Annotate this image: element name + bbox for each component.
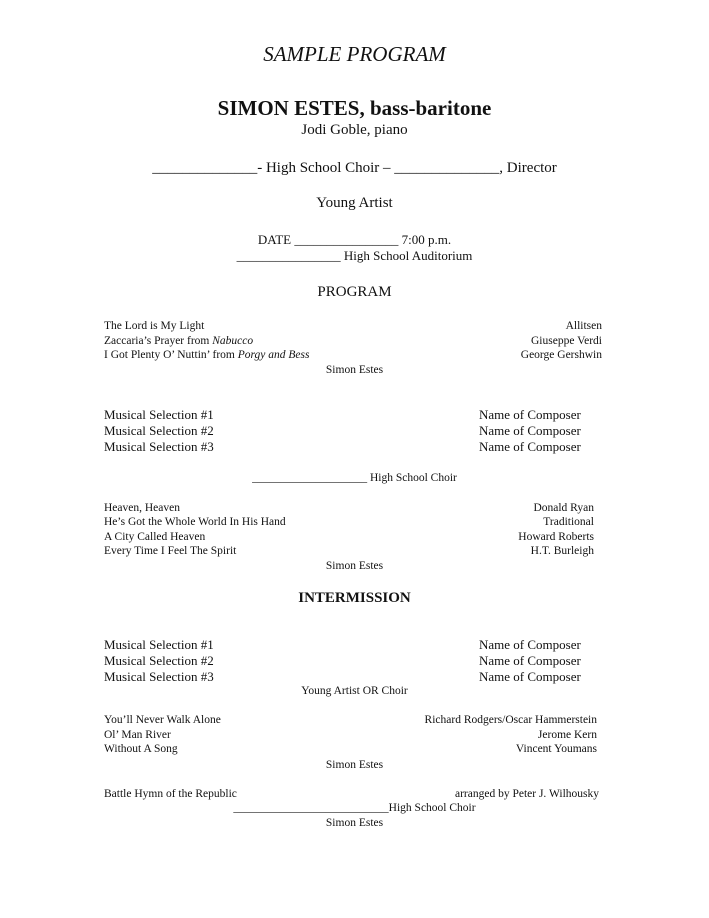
section4-item-composer: Name of Composer xyxy=(479,637,581,652)
section5-item-title: Ol’ Man River xyxy=(104,729,171,741)
section1-performer: Simon Estes xyxy=(325,364,384,376)
section3-item-composer: Howard Roberts xyxy=(518,531,594,543)
performer-name: SIMON ESTES, bass-baritone xyxy=(217,96,492,120)
section5-item-composer: Richard Rodgers/Oscar Hammerstein xyxy=(424,714,597,726)
section3-item-title: Heaven, Heaven xyxy=(104,502,180,514)
section2-item-title: Musical Selection #1 xyxy=(104,407,214,422)
section1-item-title: I Got Plenty O’ Nuttin’ from Porgy and Bess xyxy=(104,349,310,361)
finale-choir-line: ___________________________High School Choir xyxy=(233,802,476,814)
section2-item-composer: Name of Composer xyxy=(479,407,581,422)
section5-item-title: You’ll Never Walk Alone xyxy=(104,714,221,726)
program-title: SAMPLE PROGRAM xyxy=(263,42,446,66)
program-heading: PROGRAM xyxy=(317,284,392,300)
section3-item-title: He’s Got the Whole World In His Hand xyxy=(104,516,286,528)
section2-item-title: Musical Selection #3 xyxy=(104,439,214,454)
section3-item-composer: Traditional xyxy=(543,516,594,528)
date-line: DATE ________________ 7:00 p.m. xyxy=(257,232,452,247)
choir-director-line: ______________- High School Choir – ______________, Director xyxy=(152,160,557,176)
section4-item-title: Musical Selection #1 xyxy=(104,637,214,652)
section3-item-composer: Donald Ryan xyxy=(533,502,594,514)
section2-performer: ____________________ High School Choir xyxy=(252,472,457,484)
section5-item-composer: Vincent Youmans xyxy=(515,743,597,755)
section4-performer: Young Artist OR Choir xyxy=(301,685,408,697)
finale-title: Battle Hymn of the Republic xyxy=(104,788,237,800)
section1-item-composer: Allitsen xyxy=(565,320,602,332)
section3-performer: Simon Estes xyxy=(325,560,384,572)
section3-item-title: A City Called Heaven xyxy=(104,531,206,543)
section4-item-composer: Name of Composer xyxy=(479,669,581,684)
section4-item-title: Musical Selection #2 xyxy=(104,653,214,668)
section2-item-composer: Name of Composer xyxy=(479,423,581,438)
section1-item-title: The Lord is My Light xyxy=(104,320,205,332)
finale-arranger: arranged by Peter J. Wilhousky xyxy=(454,788,599,800)
finale-performer: Simon Estes xyxy=(325,817,384,829)
intermission-heading: INTERMISSION xyxy=(298,590,411,606)
section3-item-composer: H.T. Burleigh xyxy=(530,545,594,557)
section5-item-composer: Jerome Kern xyxy=(537,729,597,741)
section4-item-title: Musical Selection #3 xyxy=(104,669,214,684)
section1-item-title: Zaccaria’s Prayer from Nabucco xyxy=(104,335,254,347)
section2-item-title: Musical Selection #2 xyxy=(104,423,214,438)
section1-item-composer: George Gershwin xyxy=(520,349,602,361)
venue-line: ________________ High School Auditorium xyxy=(236,248,473,263)
accompanist: Jodi Goble, piano xyxy=(301,122,408,138)
section3-item-title: Every Time I Feel The Spirit xyxy=(104,545,237,557)
section2-item-composer: Name of Composer xyxy=(479,439,581,454)
section5-performer: Simon Estes xyxy=(325,759,384,771)
young-artist: Young Artist xyxy=(316,195,393,211)
section4-item-composer: Name of Composer xyxy=(479,653,581,668)
section1-item-composer: Giuseppe Verdi xyxy=(530,335,602,347)
section5-item-title: Without A Song xyxy=(104,743,178,755)
